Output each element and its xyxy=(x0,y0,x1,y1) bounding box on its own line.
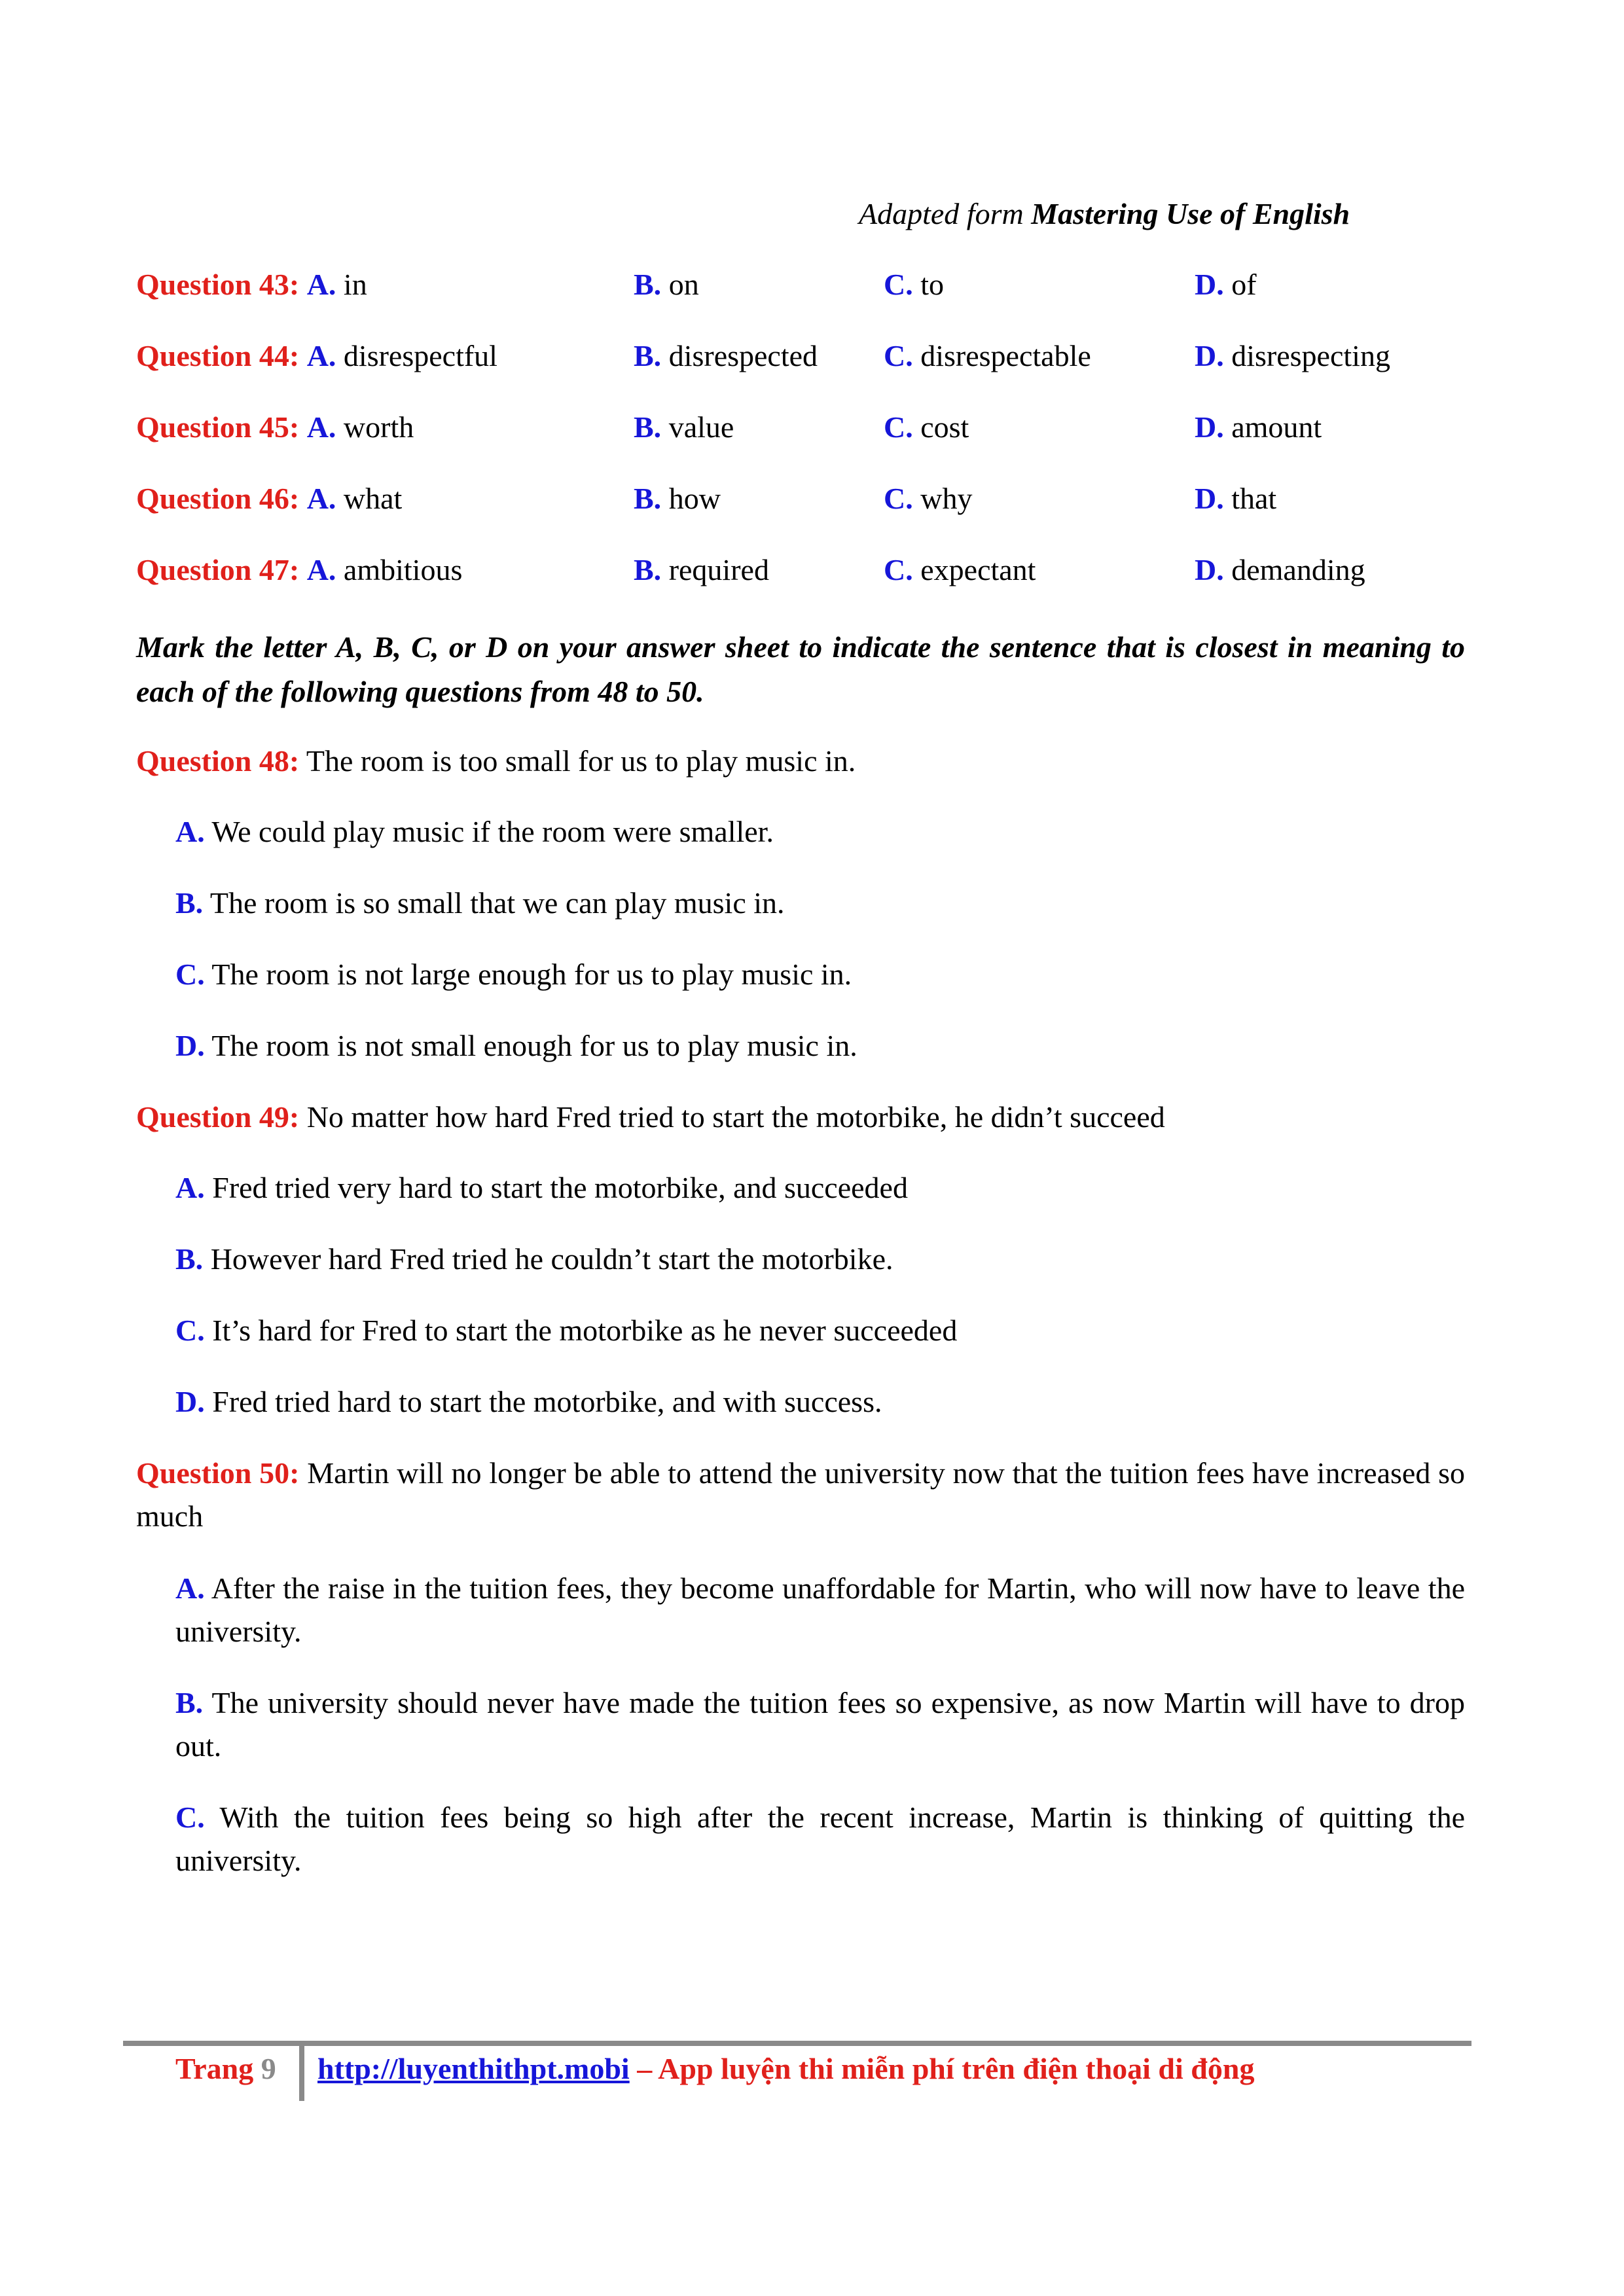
question-48 xyxy=(136,740,1465,783)
option-letter: B. xyxy=(634,339,662,372)
option-letter: D. xyxy=(175,1029,205,1062)
page-number xyxy=(175,2051,276,2086)
option-letter: B. xyxy=(175,1686,204,1719)
footer-separator xyxy=(299,2046,304,2101)
question-label: Question 49: xyxy=(136,1100,300,1134)
option-text: to xyxy=(920,268,945,301)
page-number-value: 9 xyxy=(261,2052,276,2085)
q48-option-d xyxy=(175,1024,1465,1067)
source-prefix: Adapted form xyxy=(859,197,1032,230)
option-letter: D. xyxy=(1195,410,1224,444)
option-text: cost xyxy=(920,410,969,444)
q49-option-b xyxy=(175,1238,1465,1281)
option-letter: D. xyxy=(1195,339,1224,372)
option-letter: C. xyxy=(884,268,913,301)
option-text: expectant xyxy=(920,553,1036,586)
footer-link[interactable]: http://luyenthithpt.mobi xyxy=(317,2052,630,2085)
option-letter: D. xyxy=(175,1385,205,1418)
option-letter: B. xyxy=(634,268,662,301)
option-letter: C. xyxy=(175,1801,205,1834)
option-text: what xyxy=(343,482,403,515)
option-letter: C. xyxy=(884,553,913,586)
question-label: Question 48: xyxy=(136,744,300,778)
question-row-47 xyxy=(0,552,1624,592)
option-text: that xyxy=(1231,482,1277,515)
question-label: Question 50: xyxy=(136,1456,300,1490)
option-text: Fred tried hard to start the motorbike, and with success. xyxy=(212,1385,882,1418)
option-letter: A. xyxy=(175,815,205,848)
footer-promo xyxy=(317,2051,1254,2086)
question-text: Martin will no longer be able to attend the university now that the tuition fees have increased so much xyxy=(136,1456,1466,1533)
question-row-43 xyxy=(0,267,1624,306)
page-word: Trang xyxy=(175,2052,254,2085)
option-text: worth xyxy=(343,410,414,444)
source-attribution xyxy=(859,196,1350,231)
question-label: Question 45: xyxy=(136,410,300,444)
option-letter: C. xyxy=(884,482,913,515)
option-letter: C. xyxy=(175,958,205,991)
option-text: Fred tried very hard to start the motorbike, and succeeded xyxy=(212,1171,908,1204)
option-letter: B. xyxy=(175,886,204,920)
option-letter: D. xyxy=(1195,553,1224,586)
q48-option-c xyxy=(175,953,1465,996)
question-text: The room is too small for us to play music in. xyxy=(306,744,856,778)
question-label: Question 46: xyxy=(136,482,300,515)
option-letter: B. xyxy=(634,482,662,515)
option-text: in xyxy=(343,268,367,301)
question-row-45 xyxy=(0,410,1624,449)
option-letter: A. xyxy=(175,1571,205,1605)
option-text: disrespected xyxy=(668,339,818,372)
option-text: how xyxy=(668,482,721,515)
option-letter: B. xyxy=(634,410,662,444)
option-letter: C. xyxy=(884,410,913,444)
question-text: No matter how hard Fred tried to start the motorbike, he didn’t succeed xyxy=(306,1100,1165,1134)
option-text: However hard Fred tried he couldn’t start the motorbike. xyxy=(210,1242,893,1276)
q50-option-a xyxy=(175,1567,1465,1653)
option-letter: A. xyxy=(306,482,336,515)
question-row-46 xyxy=(0,481,1624,520)
option-letter: B. xyxy=(634,553,662,586)
option-letter: A. xyxy=(306,268,336,301)
option-letter: A. xyxy=(175,1171,205,1204)
option-text: ambitious xyxy=(343,553,463,586)
q49-option-d xyxy=(175,1380,1465,1424)
source-title: Mastering Use of English xyxy=(1031,197,1350,230)
option-text: value xyxy=(668,410,734,444)
q49-option-a xyxy=(175,1166,1465,1210)
option-text: required xyxy=(668,553,769,586)
option-text: The room is not small enough for us to play music in. xyxy=(211,1029,857,1062)
footer-tagline: – App luyện thi miễn phí trên điện thoại di động xyxy=(629,2052,1255,2085)
option-text: of xyxy=(1231,268,1257,301)
option-text: demanding xyxy=(1231,553,1365,586)
option-letter: A. xyxy=(306,553,336,586)
option-text: disrespecting xyxy=(1231,339,1390,372)
question-49 xyxy=(136,1096,1465,1139)
question-label: Question 43: xyxy=(136,268,300,301)
question-label: Question 44: xyxy=(136,339,300,372)
question-label: Question 47: xyxy=(136,553,300,586)
option-text: amount xyxy=(1231,410,1322,444)
option-text: The room is not large enough for us to play music in. xyxy=(211,958,852,991)
option-text: why xyxy=(920,482,973,515)
q48-option-a xyxy=(175,810,1465,853)
option-text: The room is so small that we can play music in. xyxy=(209,886,785,920)
option-letter: C. xyxy=(175,1314,205,1347)
option-text: After the raise in the tuition fees, they become unaffordable for Martin, who will now have to leave the university. xyxy=(175,1571,1465,1648)
option-letter: A. xyxy=(306,339,336,372)
option-letter: C. xyxy=(884,339,913,372)
option-text: It’s hard for Fred to start the motorbike as he never succeeded xyxy=(212,1314,958,1347)
q50-option-b xyxy=(175,1681,1465,1768)
option-letter: D. xyxy=(1195,482,1224,515)
option-text: disrespectful xyxy=(343,339,497,372)
option-letter: B. xyxy=(175,1242,204,1276)
q48-option-b xyxy=(175,882,1465,925)
question-row-44 xyxy=(0,338,1624,378)
option-letter: D. xyxy=(1195,268,1224,301)
option-text: With the tuition fees being so high after the recent increase, Martin is thinking of quitting the university. xyxy=(175,1801,1465,1877)
option-text: We could play music if the room were smaller. xyxy=(211,815,774,848)
option-text: disrespectable xyxy=(920,339,1091,372)
q50-option-c xyxy=(175,1796,1465,1882)
question-50 xyxy=(136,1452,1465,1538)
option-text: The university should never have made the tuition fees so expensive, as now Martin will have to drop out. xyxy=(175,1686,1465,1763)
option-letter: A. xyxy=(306,410,336,444)
q49-option-c xyxy=(175,1309,1465,1352)
option-text: on xyxy=(668,268,699,301)
footer-divider xyxy=(123,2041,1471,2046)
section-instruction: Mark the letter A, B, C, or D on your answer sheet to indicate the sentence that is closest in meaning to each of the following questions from 48 to 50. xyxy=(136,630,1465,708)
